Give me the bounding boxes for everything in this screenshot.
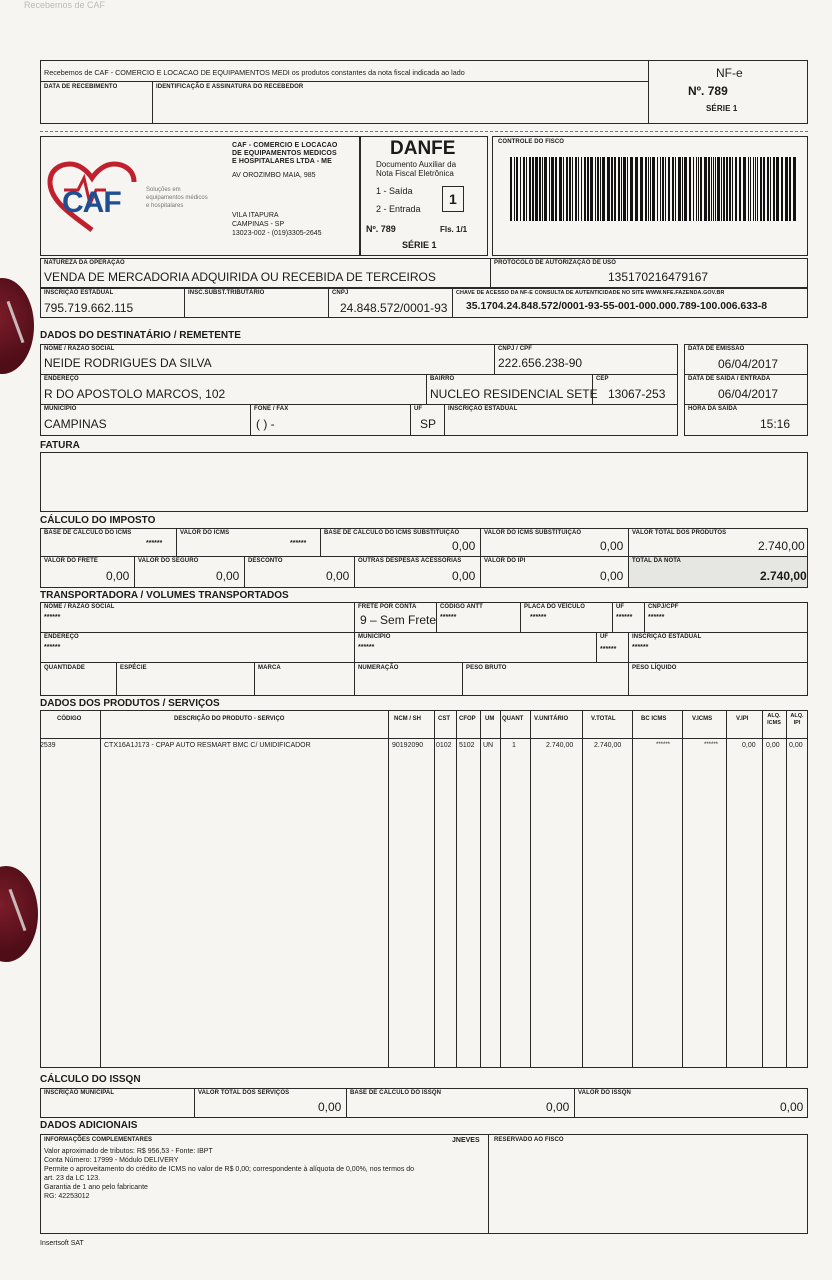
imposto-ipi-label: VALOR DO IPI <box>484 558 526 564</box>
transp-uf: ****** <box>616 614 633 621</box>
transp-nome-label: NOME / RAZÃO SOCIAL <box>44 604 115 610</box>
ie-label: INSCRIÇÃO ESTADUAL <box>44 290 114 296</box>
danfe-saida: 1 - Saída <box>376 186 413 196</box>
transp-mun: ****** <box>358 644 375 651</box>
col-ncm: NCM / SH <box>394 716 421 722</box>
col-alq-icms: ALQ. ICMS <box>767 713 781 726</box>
controle-fisco-label: CONTROLE DO FISCO <box>498 139 565 145</box>
chave-label: CHAVE DE ACESSO DA NF-E CONSULTA DE AUTENTICIDADE NO SITE WWW.NFE.FAZENDA.GOV.BR <box>456 290 725 296</box>
transp-cnpj: ****** <box>648 614 665 621</box>
row-vipi: 0,00 <box>742 742 756 749</box>
fatura-box <box>40 452 808 512</box>
emitter-cep-phone: 13023-002 - (019)3305-2645 <box>232 230 322 237</box>
transp-qtd-label: QUANTIDADE <box>44 665 85 671</box>
issqn-bc-label: BASE DE CÁLCULO DO ISSQN <box>350 1090 442 1096</box>
ie-value: 795.719.662.115 <box>44 301 134 315</box>
transp-marca-label: MARCA <box>258 665 281 671</box>
adicionais-line-4: art. 23 da LC 123. <box>44 1175 101 1182</box>
receipt-signature-label: IDENTIFICAÇÃO E ASSINATURA DO RECEBEDOR <box>156 84 304 90</box>
imposto-total-produtos-label: VALOR TOTAL DOS PRODUTOS <box>632 530 727 536</box>
top-bleed-text: Recebemos de CAF <box>24 0 106 10</box>
transp-placa-label: PLACA DO VEÍCULO <box>524 604 586 610</box>
row-codigo: 2539 <box>40 742 56 749</box>
transp-uf2-label: UF <box>600 634 609 640</box>
transp-end: ****** <box>44 644 61 651</box>
col-descricao: DESCRIÇÃO DO PRODUTO - SERVIÇO <box>174 716 285 722</box>
transp-uf-label: UF <box>616 604 625 610</box>
imposto-icms-st: 0,00 <box>600 539 624 553</box>
col-bcicms: BC ICMS <box>641 716 667 722</box>
row-um: UN <box>483 742 494 749</box>
transp-numeracao-label: NUMERAÇÃO <box>358 665 399 671</box>
receipt-date-label: DATA DE RECEBIMENTO <box>44 84 118 90</box>
cnpj-value: 24.848.572/0001-93 <box>340 301 448 315</box>
danfe-entrada: 2 - Entrada <box>376 204 421 214</box>
danfe-title: DANFE <box>390 138 456 159</box>
danfe-tipo: 1 <box>449 191 457 207</box>
dest-cep: 13067-253 <box>608 387 666 401</box>
danfe-folha: Fls. 1/1 <box>440 225 468 234</box>
emitter-name-1: CAF - COMERCIO E LOCACAO <box>232 142 338 149</box>
imposto-outras: 0,00 <box>452 569 476 583</box>
issqn-valor: 0,00 <box>780 1100 804 1114</box>
imposto-outras-label: OUTRAS DESPESAS ACESSÓRIAS <box>358 558 462 564</box>
natureza-value: VENDA DE MERCADORIA ADQUIRIDA OU RECEBIDA DE TERCEIROS <box>44 270 436 284</box>
cnpj-label: CNPJ <box>332 290 349 296</box>
emitter-district: VILA ITAPURA <box>232 212 279 219</box>
imposto-total-nota: 2.740,00 <box>760 569 807 583</box>
adicionais-section-title: DADOS ADICIONAIS <box>40 1120 138 1131</box>
row-vunit: 2.740,00 <box>546 742 574 749</box>
transp-especie-label: ESPÉCIE <box>120 665 147 671</box>
imposto-desconto: 0,00 <box>326 569 350 583</box>
col-vicms: V.ICMS <box>692 716 713 722</box>
imposto-bc-st: 0,00 <box>452 539 476 553</box>
emitter-street: AV OROZIMBO MAIA, 985 <box>232 172 316 179</box>
col-vipi: V.IPI <box>736 716 749 722</box>
danfe-number: Nº. 789 <box>366 224 396 234</box>
transp-antt-label: CÓDIGO ANTT <box>440 604 483 610</box>
transp-frete: 9 – Sem Frete <box>360 613 437 627</box>
emitter-name-2: DE EQUIPAMENTOS MEDICOS <box>232 150 337 157</box>
issqn-im-label: INSCRIÇÃO MUNICIPAL <box>44 1090 115 1096</box>
transp-antt: ****** <box>440 614 457 621</box>
danfe-serie: SÉRIE 1 <box>402 240 437 250</box>
dest-uf: SP <box>420 417 437 431</box>
adicionais-line-2: Conta Número: 17999 - Módulo DELIVERY <box>44 1157 179 1164</box>
transp-peso-liquido-label: PESO LÍQUIDO <box>632 665 677 671</box>
transp-end-label: ENDEREÇO <box>44 634 79 640</box>
barcode <box>510 157 797 221</box>
issqn-vts-label: VALOR TOTAL DOS SERVIÇOS <box>198 1090 290 1096</box>
transp-peso-bruto-label: PESO BRUTO <box>466 665 507 671</box>
imposto-total-nota-label: TOTAL DA NOTA <box>632 558 681 564</box>
row-alq-icms: 0,00 <box>766 742 780 749</box>
cut-line <box>40 131 808 132</box>
col-vunit: V.UNITÁRIO <box>534 716 569 722</box>
row-bcicms: ****** <box>656 742 671 748</box>
protocolo-label: PROTOCOLO DE AUTORIZAÇÃO DE USO <box>494 260 616 266</box>
transp-nome: ****** <box>44 614 61 621</box>
col-quant: QUANT <box>502 716 524 722</box>
row-quant: 1 <box>512 742 516 749</box>
danfe-subtitle-1: Documento Auxiliar da <box>376 160 457 169</box>
col-cfop: CFOP <box>459 716 476 722</box>
issqn-bc: 0,00 <box>546 1100 570 1114</box>
imposto-bc-icms: ****** <box>146 540 163 547</box>
imposto-ipi: 0,00 <box>600 569 624 583</box>
caf-logo-text: CAF <box>62 186 121 219</box>
emitter-city: CAMPINAS - SP <box>232 221 285 228</box>
protocolo-value: 135170216479167 <box>608 270 709 284</box>
danfe-subtitle-2: Nota Fiscal Eletrônica <box>376 169 454 178</box>
transp-ie: ****** <box>632 644 649 651</box>
dest-section-title: DADOS DO DESTINATÁRIO / REMETENTE <box>40 330 241 341</box>
imposto-frete: 0,00 <box>106 569 130 583</box>
dest-cpf-label: CNPJ / CPF <box>498 346 533 352</box>
transp-section-title: TRANSPORTADORA / VOLUMES TRANSPORTADOS <box>40 590 289 601</box>
adicionais-line-5: Garantia de 1 ano pelo fabricante <box>44 1184 148 1191</box>
transp-frete-label: FRETE POR CONTA <box>358 604 417 610</box>
row-cst: 0102 <box>436 742 452 749</box>
receipt-number: Nº. 789 <box>688 84 728 98</box>
footer-software: Insertsoft SAT <box>40 1240 84 1247</box>
dest-saida-label: DATA DE SAÍDA / ENTRADA <box>688 376 771 382</box>
dest-endereco: R DO APOSTOLO MARCOS, 102 <box>44 387 226 401</box>
imposto-bc-icms-label: BASE DE CÁLCULO DO ICMS <box>44 530 132 536</box>
natureza-label: NATUREZA DA OPERAÇÃO <box>44 260 125 266</box>
row-vicms: ****** <box>704 742 719 748</box>
dest-bairro-label: BAIRRO <box>430 376 455 382</box>
adicionais-reservado-label: RESERVADO AO FISCO <box>494 1137 564 1143</box>
fatura-section-title: FATURA <box>40 440 80 451</box>
dest-nome: NEIDE RODRIGUES DA SILVA <box>44 356 212 370</box>
dest-endereco-label: ENDEREÇO <box>44 376 79 382</box>
col-alq-ipi: ALQ. IPI <box>790 713 804 726</box>
dest-municipio-label: MUNICÍPIO <box>44 406 77 412</box>
imposto-icms: ****** <box>290 540 307 547</box>
caf-tagline: Soluções em equipamentos médicos e hospitalares <box>146 187 208 209</box>
dest-fone: ( ) - <box>256 417 275 431</box>
dest-uf-label: UF <box>414 406 423 412</box>
col-um: UM <box>485 716 495 722</box>
adicionais-line-6: RG: 42253012 <box>44 1193 90 1200</box>
col-vtotal: V.TOTAL <box>591 716 616 722</box>
produtos-table <box>40 710 808 1068</box>
receipt-text: Recebemos de CAF - COMERCIO E LOCACAO DE EQUIPAMENTOS MEDI os produtos constantes da nota fiscal indicada ao lado <box>44 68 465 77</box>
adicionais-line-1: Valor aproximado de tributos: R$ 956,53 - Fonte: IBPT <box>44 1148 213 1155</box>
dest-saida: 06/04/2017 <box>718 387 779 401</box>
imposto-icms-label: VALOR DO ICMS <box>180 530 230 536</box>
ie-st-label: INSC.SUBST.TRIBUTÁRIO <box>188 290 265 296</box>
dest-municipio: CAMPINAS <box>44 417 107 431</box>
dest-nome-label: NOME / RAZÃO SOCIAL <box>44 346 115 352</box>
transp-placa: ****** <box>530 614 547 621</box>
imposto-frete-label: VALOR DO FRETE <box>44 558 98 564</box>
imposto-desconto-label: DESCONTO <box>248 558 283 564</box>
issqn-section-title: CÁLCULO DO ISSQN <box>40 1074 141 1085</box>
receipt-series: SÉRIE 1 <box>706 104 738 113</box>
col-codigo: CÓDIGO <box>57 716 82 722</box>
dest-hora: 15:16 <box>760 417 791 431</box>
emitter-name-3: E HOSPITALARES LTDA - ME <box>232 158 332 165</box>
row-ncm: 90192090 <box>392 742 424 749</box>
imposto-icms-st-label: VALOR DO ICMS SUBSTITUIÇÃO <box>484 530 582 536</box>
imposto-seguro: 0,00 <box>216 569 240 583</box>
row-cfop: 5102 <box>459 742 475 749</box>
adicionais-info-label: INFORMAÇÕES COMPLEMENTARES <box>44 1137 153 1143</box>
adicionais-vendedor: JNEVES <box>452 1137 480 1144</box>
col-cst: CST <box>438 716 450 722</box>
row-alq-ipi: 0,00 <box>789 742 803 749</box>
dest-ie-label: INSCRIÇÃO ESTADUAL <box>448 406 518 412</box>
imposto-total-produtos: 2.740,00 <box>758 539 805 553</box>
dest-cep-label: CEP <box>596 376 609 382</box>
dest-hora-label: HORA DA SAÍDA <box>688 406 738 412</box>
receipt-nfe: NF-e <box>716 66 743 80</box>
issqn-valor-label: VALOR DO ISSQN <box>578 1090 631 1096</box>
transp-uf2: ****** <box>600 646 617 653</box>
dest-emissao-label: DATA DE EMISSÃO <box>688 346 745 352</box>
dest-emissao: 06/04/2017 <box>718 357 779 371</box>
issqn-vts: 0,00 <box>318 1100 342 1114</box>
adicionais-line-3: Permite o aproveitamento do crédito de ICMS no valor de R$ 0,00; correspondente à alíquota de 0,00%, nos termos do <box>44 1166 415 1173</box>
dest-bairro: NUCLEO RESIDENCIAL SETE <box>430 387 598 401</box>
chave-value: 35.1704.24.848.572/0001-93-55-001-000.000.789-100.006.633-8 <box>466 301 768 312</box>
row-descricao: CTX16A1J173 - CPAP AUTO RESMART BMC C/ UMIDIFICADOR <box>104 742 311 749</box>
row-vtotal: 2.740,00 <box>594 742 622 749</box>
imposto-bc-st-label: BASE DE CÁLCULO DO ICMS SUBSTITUIÇÃO <box>324 530 460 536</box>
imposto-section-title: CÁLCULO DO IMPOSTO <box>40 515 156 526</box>
imposto-seguro-label: VALOR DO SEGURO <box>138 558 199 564</box>
transp-mun-label: MUNICÍPIO <box>358 634 391 640</box>
transp-cnpj-label: CNPJ/CPF <box>648 604 679 610</box>
transp-ie-label: INSCRIÇÃO ESTADUAL <box>632 634 702 640</box>
dest-cpf: 222.656.238-90 <box>498 356 583 370</box>
dest-fone-label: FONE / FAX <box>254 406 289 412</box>
produtos-section-title: DADOS DOS PRODUTOS / SERVIÇOS <box>40 698 220 709</box>
